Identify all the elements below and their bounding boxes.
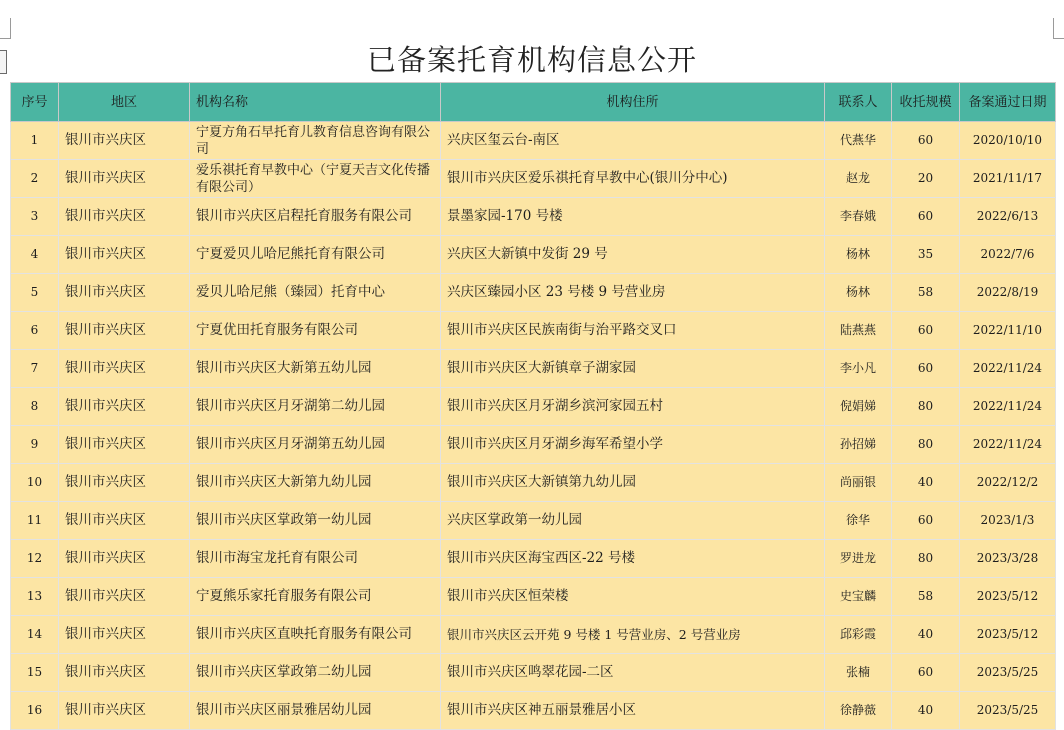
- header-index: 序号: [11, 83, 59, 122]
- cell-index: 13: [11, 578, 59, 616]
- table-header-row: [11, 83, 1056, 122]
- cell-index: 2: [11, 160, 59, 198]
- cell-address: 兴庆区掌政第一幼儿园: [441, 502, 825, 540]
- cell-index: 15: [11, 654, 59, 692]
- cell-contact: 张楠: [825, 654, 892, 692]
- header-date: 备案通过日期: [960, 83, 1056, 122]
- cell-address: 景墨家园-170 号楼: [441, 198, 825, 236]
- table-row: [11, 540, 1056, 578]
- cell-contact: 徐华: [825, 502, 892, 540]
- cell-index: 6: [11, 312, 59, 350]
- cell-contact: 陆燕燕: [825, 312, 892, 350]
- cell-capacity: 80: [892, 540, 960, 578]
- table-row: [11, 616, 1056, 654]
- cell-date: 2023/5/12: [960, 578, 1056, 616]
- cell-contact: 罗进龙: [825, 540, 892, 578]
- cell-org-name: 银川市兴庆区启程托育服务有限公司: [190, 198, 441, 236]
- cell-capacity: 80: [892, 426, 960, 464]
- cell-address: 银川市兴庆区月牙湖乡滨河家园五村: [441, 388, 825, 426]
- cell-date: 2022/6/13: [960, 198, 1056, 236]
- cell-org-name: 银川市兴庆区月牙湖第二幼儿园: [190, 388, 441, 426]
- cell-index: 4: [11, 236, 59, 274]
- cell-date: 2023/5/25: [960, 692, 1056, 730]
- cell-contact: 李春娥: [825, 198, 892, 236]
- cell-date: 2023/1/3: [960, 502, 1056, 540]
- cell-address: 银川市兴庆区云开苑 9 号楼 1 号营业房、2 号营业房: [441, 616, 825, 654]
- table-row: [11, 236, 1056, 274]
- cell-capacity: 60: [892, 312, 960, 350]
- cell-date: 2022/7/6: [960, 236, 1056, 274]
- cell-date: 2023/3/28: [960, 540, 1056, 578]
- cell-index: 9: [11, 426, 59, 464]
- info-table: [10, 82, 1056, 730]
- cell-region: 银川市兴庆区: [59, 236, 190, 274]
- cell-address: 银川市兴庆区海宝西区-22 号楼: [441, 540, 825, 578]
- header-address: 机构住所: [441, 83, 825, 122]
- header-capacity: 收托规模: [892, 83, 960, 122]
- cell-region: 银川市兴庆区: [59, 540, 190, 578]
- table-row: [11, 388, 1056, 426]
- cell-org-name: 宁夏方角石早托育儿教育信息咨询有限公司: [190, 122, 441, 160]
- cell-contact: 邱彩霞: [825, 616, 892, 654]
- table-row: [11, 312, 1056, 350]
- cell-address: 银川市兴庆区神五丽景雅居小区: [441, 692, 825, 730]
- page-corner-mark: [0, 18, 11, 39]
- cell-contact: 尚丽银: [825, 464, 892, 502]
- table-row: [11, 274, 1056, 312]
- cell-address: 银川市兴庆区大新镇第九幼儿园: [441, 464, 825, 502]
- cell-address: 银川市兴庆区鸣翠花园-二区: [441, 654, 825, 692]
- cell-contact: 史宝麟: [825, 578, 892, 616]
- cell-index: 14: [11, 616, 59, 654]
- cell-index: 5: [11, 274, 59, 312]
- cell-region: 银川市兴庆区: [59, 350, 190, 388]
- cell-org-name: 爱贝儿哈尼熊（臻园）托育中心: [190, 274, 441, 312]
- cell-org-name: 宁夏优田托育服务有限公司: [190, 312, 441, 350]
- cell-capacity: 20: [892, 160, 960, 198]
- cell-index: 3: [11, 198, 59, 236]
- table-row: [11, 578, 1056, 616]
- cell-index: 11: [11, 502, 59, 540]
- header-region: 地区: [59, 83, 190, 122]
- cell-region: 银川市兴庆区: [59, 198, 190, 236]
- header-contact: 联系人: [825, 83, 892, 122]
- cell-contact: 孙招娣: [825, 426, 892, 464]
- cell-address: 银川市兴庆区爱乐祺托育早教中心(银川分中心): [441, 160, 825, 198]
- cell-region: 银川市兴庆区: [59, 464, 190, 502]
- cell-index: 1: [11, 122, 59, 160]
- page-corner-mark: [1053, 18, 1064, 39]
- cell-contact: 杨林: [825, 274, 892, 312]
- cell-date: 2022/11/24: [960, 388, 1056, 426]
- cell-address: 银川市兴庆区大新镇章子湖家园: [441, 350, 825, 388]
- cell-org-name: 银川市兴庆区掌政第一幼儿园: [190, 502, 441, 540]
- cell-date: 2022/11/10: [960, 312, 1056, 350]
- cell-org-name: 银川市兴庆区大新第九幼儿园: [190, 464, 441, 502]
- table-row: [11, 426, 1056, 464]
- cell-capacity: 60: [892, 350, 960, 388]
- cell-capacity: 40: [892, 464, 960, 502]
- cell-date: 2023/5/12: [960, 616, 1056, 654]
- cell-address: 银川市兴庆区民族南街与治平路交叉口: [441, 312, 825, 350]
- cell-address: 银川市兴庆区月牙湖乡海军希望小学: [441, 426, 825, 464]
- table-row: [11, 464, 1056, 502]
- cell-capacity: 60: [892, 654, 960, 692]
- cell-org-name: 银川市海宝龙托育有限公司: [190, 540, 441, 578]
- cell-date: 2022/11/24: [960, 426, 1056, 464]
- cell-address: 兴庆区臻园小区 23 号楼 9 号营业房: [441, 274, 825, 312]
- table-row: [11, 654, 1056, 692]
- cell-contact: 代燕华: [825, 122, 892, 160]
- cell-contact: 倪娟娣: [825, 388, 892, 426]
- cell-index: 16: [11, 692, 59, 730]
- cell-capacity: 60: [892, 198, 960, 236]
- cell-contact: 李小凡: [825, 350, 892, 388]
- table-row: [11, 502, 1056, 540]
- cell-region: 银川市兴庆区: [59, 312, 190, 350]
- table-row: [11, 692, 1056, 730]
- table-row: [11, 122, 1056, 160]
- cell-index: 7: [11, 350, 59, 388]
- cell-capacity: 35: [892, 236, 960, 274]
- cell-index: 12: [11, 540, 59, 578]
- cell-region: 银川市兴庆区: [59, 578, 190, 616]
- cell-org-name: 宁夏熊乐家托育服务有限公司: [190, 578, 441, 616]
- cell-org-name: 银川市兴庆区掌政第二幼儿园: [190, 654, 441, 692]
- cell-date: 2023/5/25: [960, 654, 1056, 692]
- cell-org-name: 银川市兴庆区直映托育服务有限公司: [190, 616, 441, 654]
- table-row: [11, 198, 1056, 236]
- cell-date: 2022/12/2: [960, 464, 1056, 502]
- cell-date: 2022/11/24: [960, 350, 1056, 388]
- cell-capacity: 58: [892, 274, 960, 312]
- cell-capacity: 40: [892, 616, 960, 654]
- cell-contact: 赵龙: [825, 160, 892, 198]
- cell-capacity: 60: [892, 502, 960, 540]
- table-row: [11, 350, 1056, 388]
- cell-region: 银川市兴庆区: [59, 692, 190, 730]
- cell-region: 银川市兴庆区: [59, 426, 190, 464]
- cell-contact: 杨林: [825, 236, 892, 274]
- cell-contact: 徐静薇: [825, 692, 892, 730]
- cell-capacity: 40: [892, 692, 960, 730]
- cell-region: 银川市兴庆区: [59, 122, 190, 160]
- cell-capacity: 80: [892, 388, 960, 426]
- cell-region: 银川市兴庆区: [59, 502, 190, 540]
- cell-region: 银川市兴庆区: [59, 654, 190, 692]
- cell-capacity: 58: [892, 578, 960, 616]
- cell-index: 10: [11, 464, 59, 502]
- cell-capacity: 60: [892, 122, 960, 160]
- cell-address: 银川市兴庆区恒荣楼: [441, 578, 825, 616]
- header-org-name: 机构名称: [190, 83, 441, 122]
- cell-date: 2021/11/17: [960, 160, 1056, 198]
- cell-address: 兴庆区玺云台-南区: [441, 122, 825, 160]
- cell-index: 8: [11, 388, 59, 426]
- cell-org-name: 爱乐祺托育早教中心（宁夏天吉文化传播有限公司）: [190, 160, 441, 198]
- cell-date: 2022/8/19: [960, 274, 1056, 312]
- cell-region: 银川市兴庆区: [59, 388, 190, 426]
- cell-region: 银川市兴庆区: [59, 160, 190, 198]
- cell-address: 兴庆区大新镇中发街 29 号: [441, 236, 825, 274]
- cell-org-name: 银川市兴庆区大新第五幼儿园: [190, 350, 441, 388]
- cell-region: 银川市兴庆区: [59, 274, 190, 312]
- cell-date: 2020/10/10: [960, 122, 1056, 160]
- table-row: [11, 160, 1056, 198]
- cell-org-name: 银川市兴庆区丽景雅居幼儿园: [190, 692, 441, 730]
- cell-org-name: 银川市兴庆区月牙湖第五幼儿园: [190, 426, 441, 464]
- page-title: 已备案托育机构信息公开: [366, 43, 697, 77]
- cell-region: 银川市兴庆区: [59, 616, 190, 654]
- cell-org-name: 宁夏爱贝儿哈尼熊托育有限公司: [190, 236, 441, 274]
